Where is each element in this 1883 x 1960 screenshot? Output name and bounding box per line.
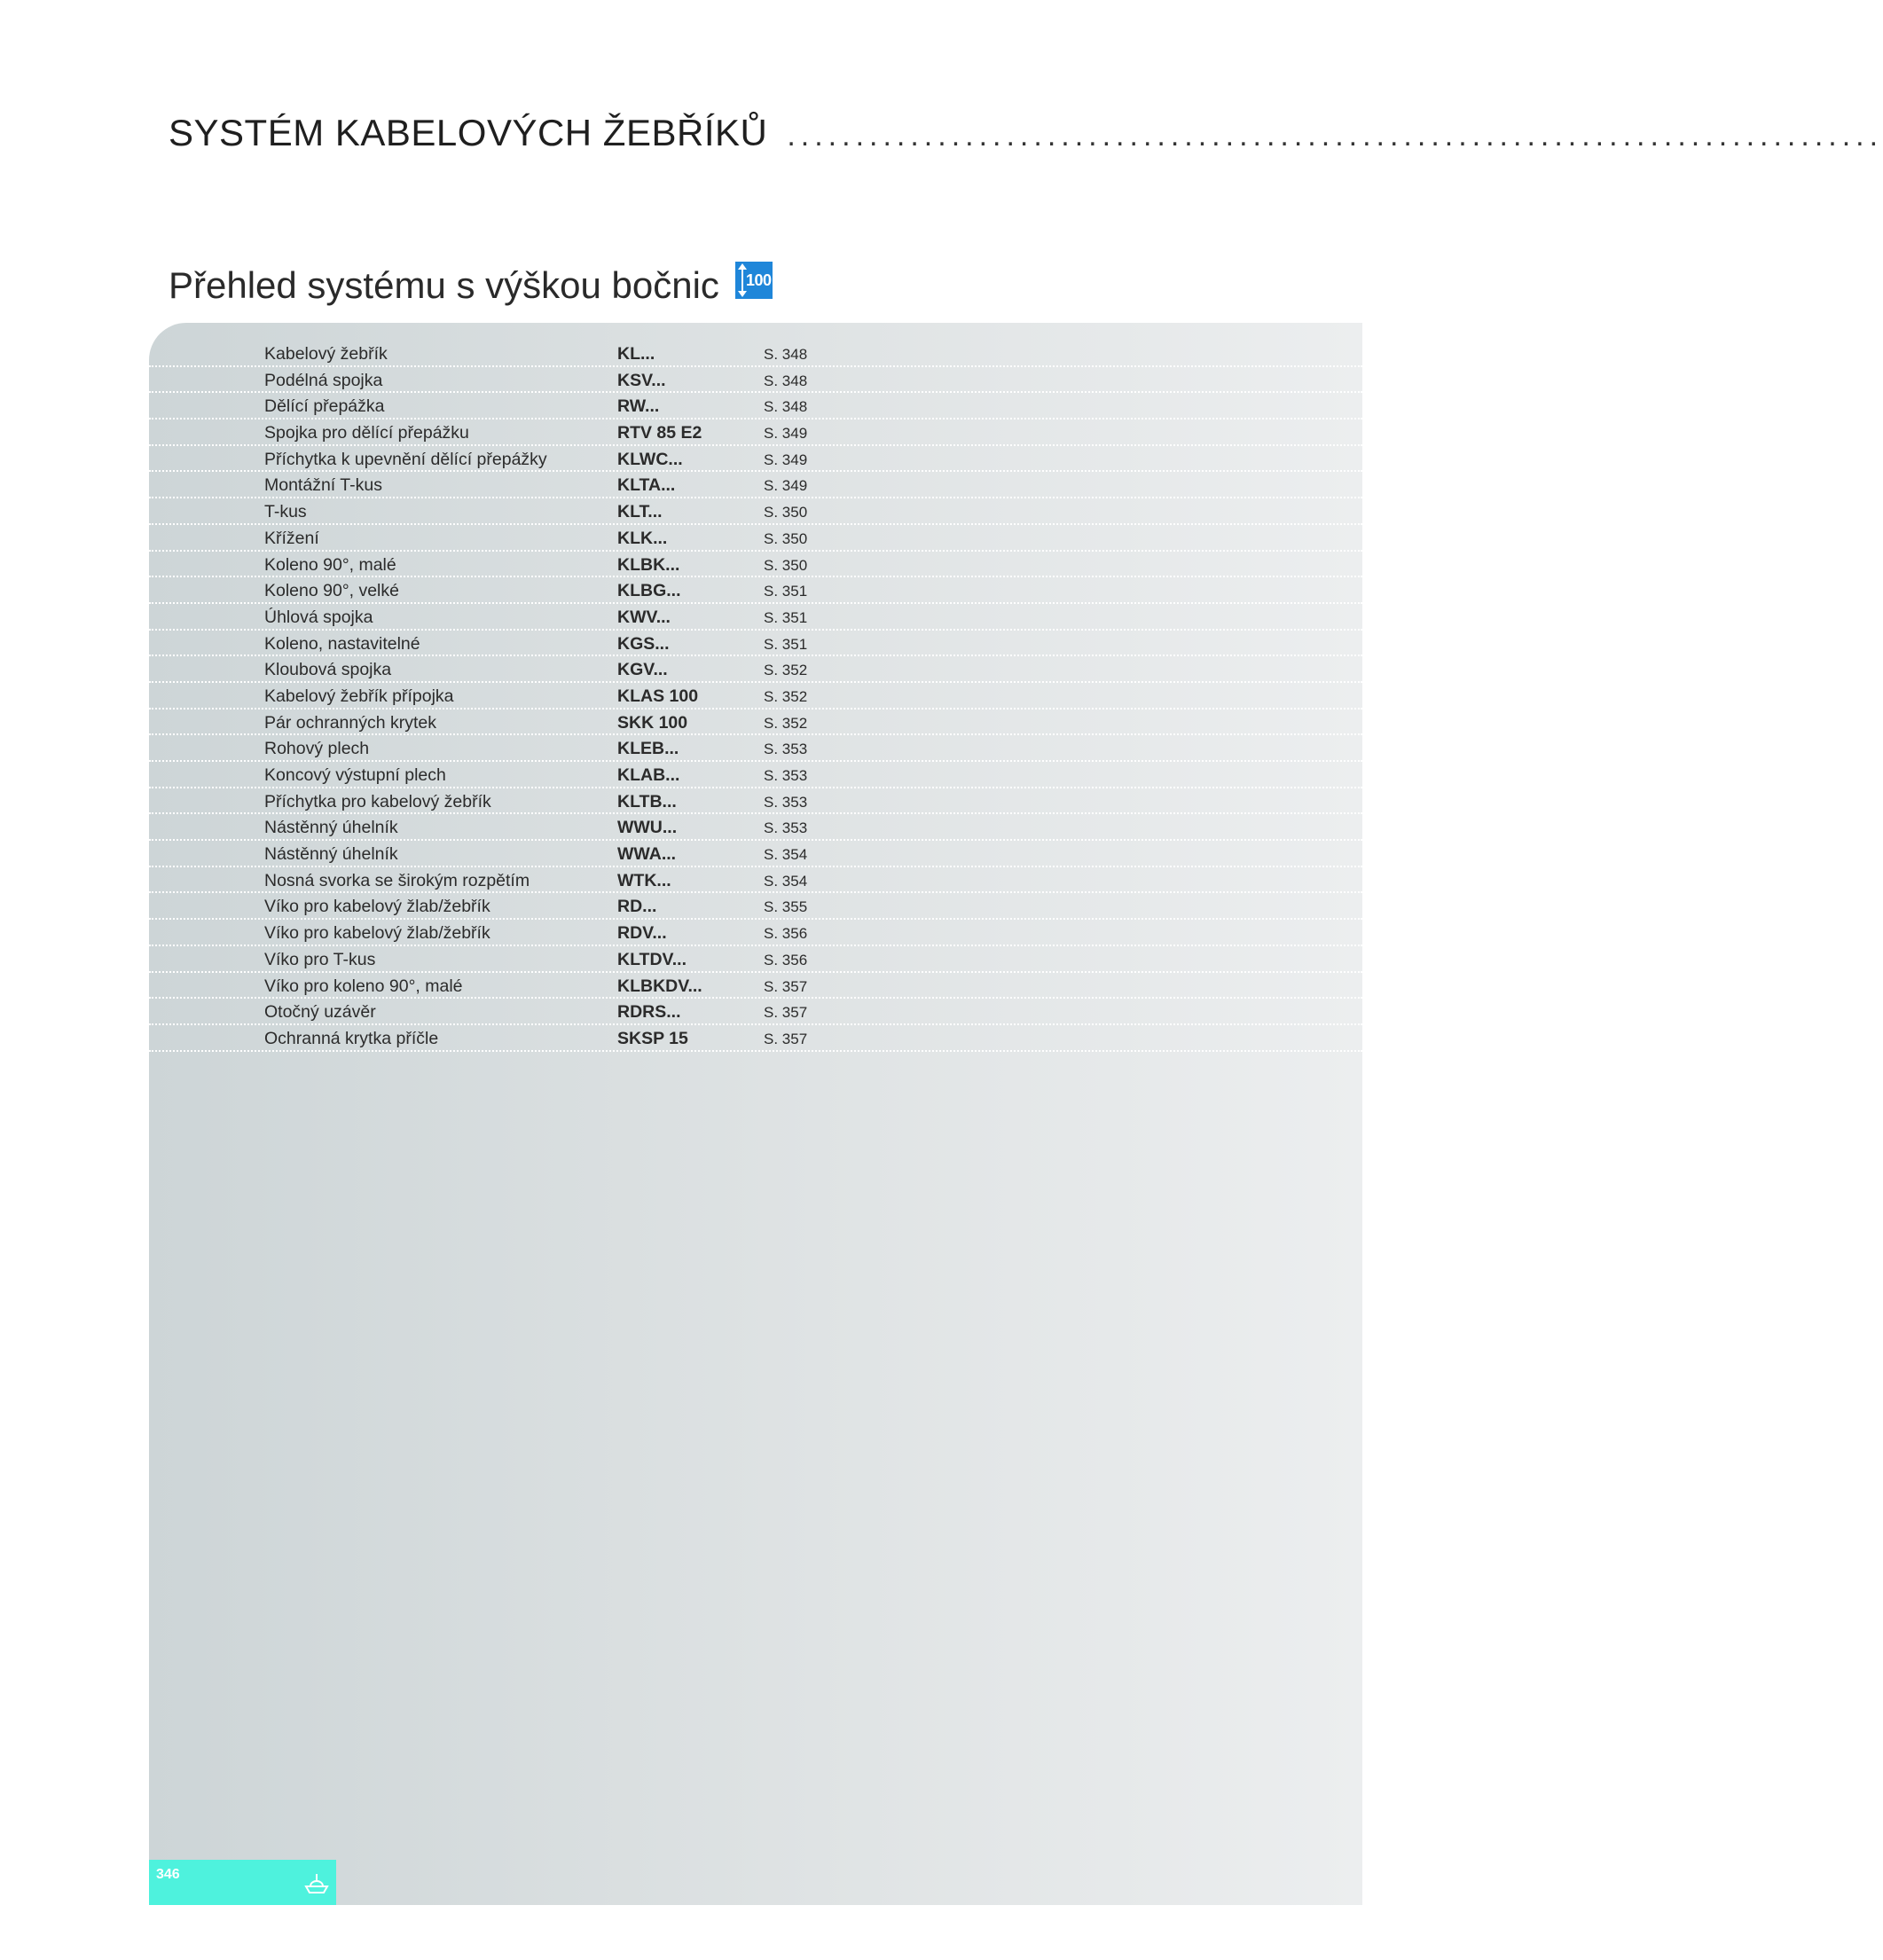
product-code: KLBK... (617, 554, 680, 575)
product-name: Spojka pro dělící přepážku (264, 423, 469, 443)
page-reference: S. 356 (764, 925, 808, 943)
page-reference: S. 349 (764, 477, 808, 495)
page-reference: S. 353 (764, 741, 808, 758)
page-reference: S. 352 (764, 687, 808, 705)
product-code: KL... (617, 344, 655, 364)
subtitle-text: Přehled systému s výškou bočnic (169, 264, 719, 306)
product-name: Víko pro koleno 90°, malé (264, 976, 463, 996)
page-reference: S. 351 (764, 583, 808, 600)
product-code: WTK... (617, 870, 671, 890)
product-name: Křížení (264, 528, 319, 548)
page-reference: S. 353 (764, 793, 808, 811)
page-reference: S. 353 (764, 819, 808, 837)
table-row (149, 393, 1362, 419)
product-code: RD... (617, 897, 657, 917)
product-name: Podélná spojka (264, 370, 383, 390)
table-row (149, 631, 1362, 657)
section-title (169, 112, 1883, 154)
page-reference: S. 356 (764, 951, 808, 968)
product-code: KLBKDV... (617, 976, 702, 996)
page-reference: S. 352 (764, 714, 808, 732)
table-row (149, 946, 1362, 973)
section-title-text: SYSTÉM KABELOVÝCH ŽEBŘÍKŮ (169, 112, 768, 153)
page-reference: S. 350 (764, 529, 808, 547)
overview-table (149, 341, 1362, 1052)
product-code: RDV... (617, 923, 667, 944)
product-code: KWV... (617, 607, 671, 627)
product-code: RDRS... (617, 1002, 681, 1023)
product-code: KLWC... (617, 449, 683, 469)
product-code: KLTDV... (617, 949, 687, 969)
product-name: Koleno 90°, malé (264, 554, 396, 575)
product-name: Koncový výstupní plech (264, 765, 446, 785)
table-row (149, 973, 1362, 1000)
table-row (149, 814, 1362, 841)
product-name: Příchytka pro kabelový žebřík (264, 791, 491, 811)
product-code: RTV 85 E2 (617, 423, 702, 443)
table-row (149, 367, 1362, 394)
product-name: Nástěnný úhelník (264, 844, 398, 865)
table-row (149, 446, 1362, 473)
product-name: Ochranná krytka příčle (264, 1028, 439, 1048)
product-code: KGS... (617, 633, 670, 654)
product-name: Dělící přepážka (264, 396, 385, 417)
page-reference: S. 348 (764, 398, 808, 416)
product-name: Úhlová spojka (264, 607, 373, 627)
table-row (149, 893, 1362, 920)
ship-icon (303, 1872, 330, 1895)
product-code: KLBG... (617, 581, 681, 601)
product-code: KLTB... (617, 791, 677, 811)
product-code: SKSP 15 (617, 1028, 688, 1048)
page-reference: S. 357 (764, 1004, 808, 1022)
product-name: Víko pro T-kus (264, 949, 376, 969)
page-reference: S. 357 (764, 1030, 808, 1047)
product-name: Kabelový žebřík (264, 344, 388, 364)
product-name: Víko pro kabelový žlab/žebřík (264, 923, 490, 944)
page-reference: S. 354 (764, 846, 808, 864)
table-row (149, 710, 1362, 736)
page-reference: S. 350 (764, 556, 808, 574)
page-reference: S. 357 (764, 977, 808, 995)
product-name: Koleno 90°, velké (264, 581, 399, 601)
product-code: WWA... (617, 844, 677, 865)
table-row (149, 656, 1362, 683)
table-row (149, 341, 1362, 367)
product-name: Nástěnný úhelník (264, 818, 398, 838)
table-row (149, 999, 1362, 1025)
page-number: 346 (156, 1867, 180, 1882)
page-reference: S. 351 (764, 608, 808, 626)
product-code: KLTA... (617, 475, 676, 496)
product-code: KLAB... (617, 765, 680, 785)
product-name: T-kus (264, 502, 307, 522)
page-reference: S. 353 (764, 767, 808, 784)
table-row (149, 683, 1362, 710)
product-name: Víko pro kabelový žlab/žebřík (264, 897, 490, 917)
product-code: KLAS 100 (617, 686, 699, 706)
table-row (149, 472, 1362, 498)
product-name: Montážní T-kus (264, 475, 382, 496)
product-code: KLK... (617, 528, 668, 548)
product-code: KLEB... (617, 739, 679, 759)
table-row (149, 498, 1362, 525)
table-row (149, 525, 1362, 552)
page-reference: S. 352 (764, 662, 808, 679)
overview-panel (149, 323, 1362, 1905)
height-badge-value: 100 (745, 271, 772, 289)
page-footer-tab (149, 1860, 336, 1905)
page-reference: S. 348 (764, 346, 808, 363)
product-name: Příchytka k upevnění dělící přepážky (264, 449, 547, 469)
product-name: Koleno, nastavitelné (264, 633, 420, 654)
product-name: Otočný uzávěr (264, 1002, 376, 1023)
product-name: Kloubová spojka (264, 660, 392, 680)
product-code: KGV... (617, 660, 668, 680)
table-row (149, 920, 1362, 946)
page-reference: S. 355 (764, 898, 808, 916)
page-reference: S. 351 (764, 635, 808, 653)
table-row (149, 762, 1362, 788)
product-code: WWU... (617, 818, 678, 838)
product-code: KSV... (617, 370, 666, 390)
table-row (149, 735, 1362, 762)
height-badge (735, 262, 773, 299)
product-code: SKK 100 (617, 712, 688, 733)
page-subtitle (169, 264, 773, 307)
table-row (149, 577, 1362, 604)
product-code: KLT... (617, 502, 663, 522)
product-name: Rohový plech (264, 739, 370, 759)
product-name: Kabelový žebřík přípojka (264, 686, 454, 706)
table-row (149, 841, 1362, 867)
page-reference: S. 349 (764, 425, 808, 443)
page-reference: S. 350 (764, 504, 808, 521)
table-row (149, 788, 1362, 815)
product-code: RW... (617, 396, 660, 417)
table-row (149, 1025, 1362, 1052)
title-leader-dots: ................................................................................ (787, 119, 1883, 153)
product-name: Pár ochranných krytek (264, 712, 437, 733)
table-row (149, 419, 1362, 446)
page-reference: S. 348 (764, 372, 808, 389)
table-row (149, 867, 1362, 894)
product-name: Nosná svorka se širokým rozpětím (264, 870, 530, 890)
table-row (149, 604, 1362, 631)
table-row (149, 552, 1362, 578)
page-reference: S. 349 (764, 451, 808, 468)
page-reference: S. 354 (764, 872, 808, 890)
